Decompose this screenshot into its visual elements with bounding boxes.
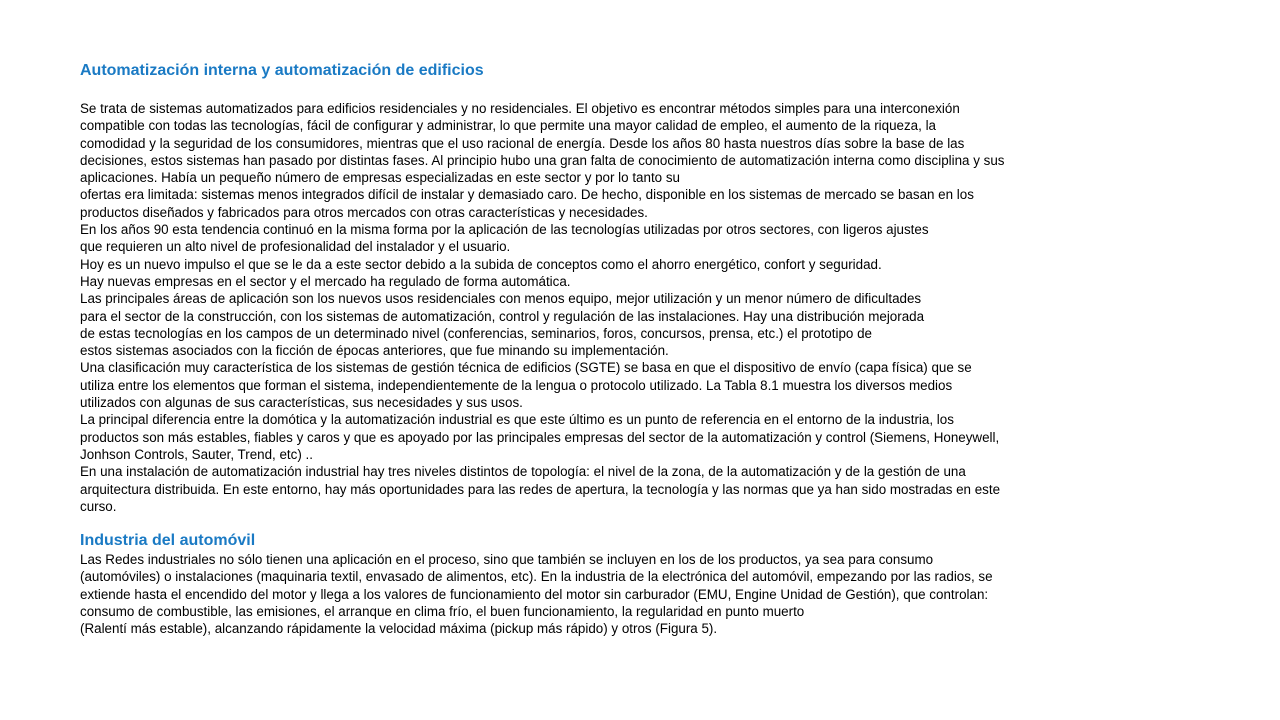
paragraph-line: La principal diferencia entre la domótica y la automatización industrial es que este último es un punto de referencia en el entorno de la industria, los [80, 412, 954, 428]
paragraph-line: (Ralentí más estable), alcanzando rápidamente la velocidad máxima (pickup más rápido) y otros (Figura 5). [80, 621, 718, 637]
paragraph-line: Las principales áreas de aplicación son los nuevos usos residenciales con menos equipo, mejor utilización y un menor número de dificultades [80, 291, 922, 307]
paragraph-line: curso. [80, 498, 117, 514]
paragraph-line: consumo de combustible, las emisiones, el arranque en clima frío, el buen funcionamiento, la regularidad en punto muerto [80, 603, 805, 619]
paragraph-line: productos diseñados y fabricados para otros mercados con otras características y necesidades. [80, 204, 648, 220]
section-body-automotive-industry [80, 551, 993, 637]
paragraph-line: comodidad y la seguridad de los consumidores, mientras que el uso racional de energía. Desde los años 80 hasta nuestros días sobre la base de las [80, 135, 965, 151]
section-title-automotive-industry: Industria del automóvil [80, 532, 256, 549]
paragraph-line: En los años 90 esta tendencia continuó en la misma forma por la aplicación de las tecnologías utilizadas por otros sectores, con ligeros ajustes [80, 222, 929, 238]
paragraph-line: Se trata de sistemas automatizados para edificios residenciales y no residenciales. El objetivo es encontrar métodos simples para una interconexión [80, 101, 960, 116]
paragraph-line: (automóviles) o instalaciones (maquinaria textil, envasado de alimentos, etc). En la industria de la electrónica del automóvil, empezando por las radios, se [80, 569, 993, 585]
paragraph-line: de estas tecnologías en los campos de un determinado nivel (conferencias, seminarios, foros, concursos, prensa, etc.) el prototipo de [80, 325, 872, 341]
paragraph-line: utilizados con algunas de sus características, sus necesidades y sus usos. [80, 395, 523, 411]
paragraph-line: extiende hasta el encendido del motor y llega a los valores de funcionamiento del motor sin carburador (EMU, Engine Unidad de Gestión), que controlan: [80, 586, 989, 602]
paragraph-line: En una instalación de automatización industrial hay tres niveles distintos de topología: el nivel de la zona, de la automatización y de la gestión de una [80, 464, 966, 480]
paragraph-line: compatible con todas las tecnologías, fácil de configurar y administrar, lo que permite una mayor calidad de empleo, el aumento de la riqueza, la [80, 118, 936, 134]
paragraph-line: para el sector de la construcción, con los sistemas de automatización, control y regulación de las instalaciones. Hay una distribución mejorada [80, 308, 925, 324]
paragraph-line: Hay nuevas empresas en el sector y el mercado ha regulado de forma automática. [80, 273, 571, 289]
paragraph-line: Hoy es un nuevo impulso el que se le da a este sector debido a la subida de conceptos como el ahorro energético, confort y seguridad. [80, 256, 882, 272]
paragraph-line: Las Redes industriales no sólo tienen una aplicación en el proceso, sino que también se incluyen en los de los productos, ya sea para consumo [80, 552, 934, 567]
paragraph-line: que requieren un alto nivel de profesionalidad del instalador y el usuario. [80, 239, 511, 255]
paragraph-line: estos sistemas asociados con la ficción de épocas anteriores, que fue minando su implementación. [80, 343, 669, 359]
paragraph-line: aplicaciones. Había un pequeño número de empresas especializadas en este sector y por lo tanto su [80, 170, 680, 186]
document-page [80, 0, 1210, 720]
paragraph-line: utiliza entre los elementos que forman el sistema, independientemente de la lengua o protocolo utilizado. La Tabla 8.1 muestra los diversos medios [80, 377, 953, 393]
section-title-building-automation: Automatización interna y automatización de edificios [80, 62, 484, 79]
paragraph-line: ofertas era limitada: sistemas menos integrados difícil de instalar y demasiado caro. De hecho, disponible en los sistemas de mercado se basan en los [80, 187, 974, 203]
section-body-building-automation [80, 100, 1004, 515]
paragraph-line: Una clasificación muy característica de los sistemas de gestión técnica de edificios (SGTE) se basa en que el dispositivo de envío (capa física) que se [80, 360, 972, 376]
paragraph-line: Jonhson Controls, Sauter, Trend, etc) .. [80, 446, 313, 462]
paragraph-line: decisiones, estos sistemas han pasado por distintas fases. Al principio hubo una gran falta de conocimiento de automatización interna como disciplina y sus [80, 152, 1005, 168]
paragraph-line: arquitectura distribuida. En este entorno, hay más oportunidades para las redes de apertura, la tecnología y las normas que ya han sido mostradas en este [80, 481, 1001, 497]
paragraph-line: productos son más estables, fiables y caros y que es apoyado por las principales empresas del sector de la automatización y control (Siemens, Honeywell, [80, 429, 1000, 445]
